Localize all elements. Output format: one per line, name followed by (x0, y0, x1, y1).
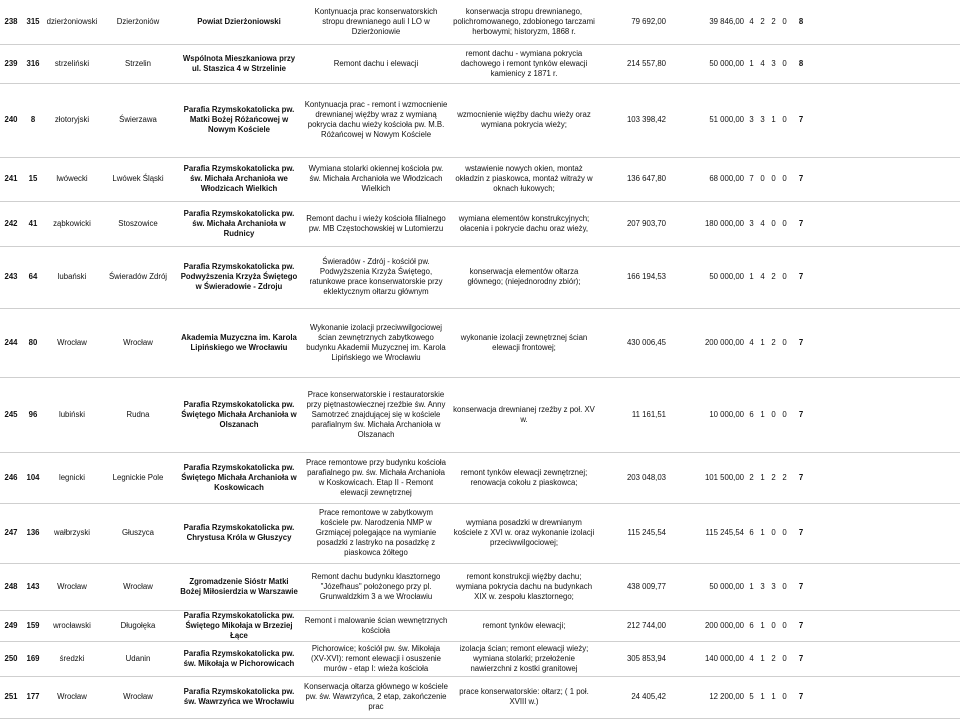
score-4: 0 (779, 246, 790, 308)
score-4: 0 (779, 44, 790, 83)
score-3: 1 (768, 676, 779, 718)
application-number: 143 (22, 563, 44, 610)
application-number: 169 (22, 641, 44, 676)
score-total: 7 (790, 452, 812, 503)
application-number: 64 (22, 246, 44, 308)
score-3: 0 (768, 157, 779, 201)
application-number: 15 (22, 157, 44, 201)
commune-name: Legnickie Pole (100, 452, 176, 503)
table-row (0, 676, 960, 718)
task-name: Wymiana stolarki okiennej kościoła pw. św. Michała Archanioła we Włodzicach Wielkich (302, 157, 450, 201)
row-number: 248 (0, 563, 22, 610)
score-1: 7 (746, 157, 757, 201)
beneficiary-name: Parafia Rzymskokatolicka pw. Chrystusa Króla w Głuszycy (176, 503, 302, 563)
grant-amount: 200 000,00 (668, 308, 746, 377)
grant-amount: 50 000,00 (668, 246, 746, 308)
total-cost: 207 903,70 (598, 201, 668, 246)
district-name: legnicki (44, 452, 100, 503)
row-spacer (812, 201, 960, 246)
district-name: Wrocław (44, 676, 100, 718)
beneficiary-name: Parafia Rzymskokatolicka pw. św. Wawrzyńca we Wrocławiu (176, 676, 302, 718)
score-3: 2 (768, 452, 779, 503)
score-1: 6 (746, 503, 757, 563)
table-row (0, 452, 960, 503)
table-row (0, 641, 960, 676)
table-row (0, 563, 960, 610)
total-cost: 430 006,45 (598, 308, 668, 377)
row-spacer (812, 452, 960, 503)
score-4: 0 (779, 83, 790, 157)
total-cost: 214 557,80 (598, 44, 668, 83)
score-4: 0 (779, 676, 790, 718)
commune-name: Lwówek Śląski (100, 157, 176, 201)
row-number: 243 (0, 246, 22, 308)
beneficiary-name: Parafia Rzymskokatolicka pw. św. Mikołaja w Pichorowicach (176, 641, 302, 676)
score-4: 0 (779, 308, 790, 377)
commune-name: Strzelin (100, 44, 176, 83)
beneficiary-name: Wspólnota Mieszkaniowa przy ul. Staszica 4 w Strzelinie (176, 44, 302, 83)
district-name: strzeliński (44, 44, 100, 83)
work-scope: remont dachu - wymiana pokrycia dachowego i remont tynków elewacji kamienicy z 1871 r. (450, 44, 598, 83)
score-2: 3 (757, 83, 768, 157)
district-name: lwówecki (44, 157, 100, 201)
score-4: 0 (779, 0, 790, 44)
work-scope: remont tynków elewacji zewnętrznej; renowacja cokołu z piaskowca; (450, 452, 598, 503)
beneficiary-name: Parafia Rzymskokatolicka pw. św. Michała Archanioła we Włodzicach Wielkich (176, 157, 302, 201)
score-1: 1 (746, 563, 757, 610)
score-3: 2 (768, 246, 779, 308)
row-spacer (812, 377, 960, 452)
work-scope: wstawienie nowych okien, montaż okładzin z piaskowca, montaż witraży w oknach łukowych; (450, 157, 598, 201)
score-2: 1 (757, 641, 768, 676)
score-1: 1 (746, 246, 757, 308)
work-scope: konserwacja elementów ołtarza głównego; (niejednorodny zbiór); (450, 246, 598, 308)
grant-amount: 101 500,00 (668, 452, 746, 503)
score-total: 7 (790, 377, 812, 452)
score-4: 0 (779, 503, 790, 563)
commune-name: Świerzawa (100, 83, 176, 157)
work-scope: wzmocnienie więźby dachu wieży oraz wymiana pokrycia wieży; (450, 83, 598, 157)
application-number: 96 (22, 377, 44, 452)
score-2: 1 (757, 610, 768, 641)
task-name: Konserwacja ołtarza głównego w kościele pw. św. Wawrzyńca, 2 etap, zakończenie prac (302, 676, 450, 718)
table-row (0, 610, 960, 641)
district-name: średzki (44, 641, 100, 676)
score-3: 0 (768, 503, 779, 563)
score-total: 7 (790, 246, 812, 308)
score-4: 0 (779, 377, 790, 452)
score-1: 4 (746, 308, 757, 377)
table-row (0, 157, 960, 201)
score-4: 0 (779, 610, 790, 641)
district-name: dzierżoniowski (44, 0, 100, 44)
row-spacer (812, 610, 960, 641)
work-scope: prace konserwatorskie: ołtarz; ( 1 poł. XVIII w.) (450, 676, 598, 718)
grant-amount: 50 000,00 (668, 44, 746, 83)
row-spacer (812, 83, 960, 157)
commune-name: Wrocław (100, 563, 176, 610)
score-2: 1 (757, 676, 768, 718)
score-4: 0 (779, 563, 790, 610)
row-number: 245 (0, 377, 22, 452)
application-number: 41 (22, 201, 44, 246)
commune-name: Wrocław (100, 308, 176, 377)
grant-amount: 200 000,00 (668, 610, 746, 641)
score-1: 3 (746, 201, 757, 246)
row-spacer (812, 563, 960, 610)
district-name: lubiński (44, 377, 100, 452)
total-cost: 11 161,51 (598, 377, 668, 452)
grant-amount: 12 200,00 (668, 676, 746, 718)
score-total: 8 (790, 44, 812, 83)
commune-name: Rudna (100, 377, 176, 452)
grant-amount: 115 245,54 (668, 503, 746, 563)
score-1: 1 (746, 44, 757, 83)
beneficiary-name: Powiat Dzierżoniowski (176, 0, 302, 44)
commune-name: Świeradów Zdrój (100, 246, 176, 308)
work-scope: konserwacja stropu drewnianego, polichromowanego, zdobionego tarczami herbowymi; historyzm, 1868 r. (450, 0, 598, 44)
total-cost: 203 048,03 (598, 452, 668, 503)
application-number: 80 (22, 308, 44, 377)
work-scope: wykonanie izolacji zewnętrznej ścian elewacji frontowej; (450, 308, 598, 377)
beneficiary-name: Zgromadzenie Sióstr Matki Bożej Miłosierdzia w Warszawie (176, 563, 302, 610)
beneficiary-name: Parafia Rzymskokatolicka pw. Świętego Michała Archanioła w Olszanach (176, 377, 302, 452)
row-spacer (812, 0, 960, 44)
work-scope: remont konstrukcji więźby dachu; wymiana pokrycia dachu na budynkach XIX w. zespołu klasztornego; (450, 563, 598, 610)
task-name: Wykonanie izolacji przeciwwilgociowej ścian zewnętrznych zabytkowego budynku Akademii Muzycznej im. Karola Lipińskiego we Wrocławiu (302, 308, 450, 377)
score-total: 7 (790, 308, 812, 377)
score-total: 7 (790, 83, 812, 157)
commune-name: Udanin (100, 641, 176, 676)
score-2: 1 (757, 452, 768, 503)
commune-name: Dzierżoniów (100, 0, 176, 44)
grant-amount: 51 000,00 (668, 83, 746, 157)
score-2: 1 (757, 308, 768, 377)
grant-amount: 140 000,00 (668, 641, 746, 676)
score-1: 4 (746, 641, 757, 676)
score-total: 7 (790, 563, 812, 610)
total-cost: 212 744,00 (598, 610, 668, 641)
score-3: 0 (768, 610, 779, 641)
application-number: 104 (22, 452, 44, 503)
score-2: 2 (757, 0, 768, 44)
commune-name: Głuszyca (100, 503, 176, 563)
score-1: 5 (746, 676, 757, 718)
table-row (0, 503, 960, 563)
score-4: 0 (779, 201, 790, 246)
score-1: 2 (746, 452, 757, 503)
total-cost: 438 009,77 (598, 563, 668, 610)
row-number: 251 (0, 676, 22, 718)
work-scope: remont tynków elewacji; (450, 610, 598, 641)
table-row (0, 201, 960, 246)
row-number: 244 (0, 308, 22, 377)
total-cost: 166 194,53 (598, 246, 668, 308)
commune-name: Stoszowice (100, 201, 176, 246)
task-name: Prace konserwatorskie i restauratorskie przy piętnastowiecznej rzeźbie św. Anny Samotrzeć znajdującej się w kościele parafialnym św. Michała Archanioła w Olszanach (302, 377, 450, 452)
grant-amount: 68 000,00 (668, 157, 746, 201)
row-number: 250 (0, 641, 22, 676)
task-name: Remont dachu budynku klasztornego "Józefhaus" położonego przy pl. Grunwaldzkim 3 a we Wrocławiu (302, 563, 450, 610)
grant-amount: 39 846,00 (668, 0, 746, 44)
row-number: 239 (0, 44, 22, 83)
beneficiary-name: Akademia Muzyczna im. Karola Lipińskiego we Wrocławiu (176, 308, 302, 377)
table-row (0, 308, 960, 377)
district-name: wrocławski (44, 610, 100, 641)
score-total: 7 (790, 503, 812, 563)
score-2: 4 (757, 201, 768, 246)
score-2: 1 (757, 377, 768, 452)
score-2: 3 (757, 563, 768, 610)
row-spacer (812, 308, 960, 377)
task-name: Kontynuacja prac konserwatorskich stropu drewnianego auli I LO w Dzierżoniowie (302, 0, 450, 44)
score-total: 7 (790, 201, 812, 246)
score-total: 7 (790, 676, 812, 718)
score-1: 6 (746, 377, 757, 452)
table-row (0, 0, 960, 44)
row-number: 247 (0, 503, 22, 563)
score-3: 3 (768, 44, 779, 83)
score-3: 0 (768, 377, 779, 452)
score-1: 4 (746, 0, 757, 44)
beneficiary-name: Parafia Rzymskokatolicka pw. św. Michała Archanioła w Rudnicy (176, 201, 302, 246)
grant-amount: 10 000,00 (668, 377, 746, 452)
score-1: 3 (746, 83, 757, 157)
application-number: 177 (22, 676, 44, 718)
score-3: 2 (768, 641, 779, 676)
score-2: 0 (757, 157, 768, 201)
table-row (0, 44, 960, 83)
work-scope: wymiana posadzki w drewnianym kościele z XVI w. oraz wykonanie izolacji przeciwwilgociowej; (450, 503, 598, 563)
score-2: 1 (757, 503, 768, 563)
task-name: Prace remontowe w zabytkowym kościele pw. Narodzenia NMP w Grzmiącej polegające na wymianie posadzki z lastryko na posadzkę z piaskowca żółtego (302, 503, 450, 563)
task-name: Kontynuacja prac - remont i wzmocnienie drewnianej więźby wraz z wymianą pokrycia dachu wieży kościoła pw. M.B. Różańcowej w Nowym Kościele (302, 83, 450, 157)
row-spacer (812, 503, 960, 563)
score-total: 8 (790, 0, 812, 44)
total-cost: 136 647,80 (598, 157, 668, 201)
score-4: 0 (779, 641, 790, 676)
commune-name: Wrocław (100, 676, 176, 718)
grant-amount: 180 000,00 (668, 201, 746, 246)
total-cost: 24 405,42 (598, 676, 668, 718)
work-scope: wymiana elementów konstrukcyjnych; ołacenia i pokrycie dachu oraz wieży, (450, 201, 598, 246)
row-spacer (812, 157, 960, 201)
row-number: 246 (0, 452, 22, 503)
score-total: 7 (790, 610, 812, 641)
district-name: Wrocław (44, 563, 100, 610)
row-spacer (812, 676, 960, 718)
row-number: 240 (0, 83, 22, 157)
score-3: 1 (768, 83, 779, 157)
total-cost: 115 245,54 (598, 503, 668, 563)
application-number: 316 (22, 44, 44, 83)
total-cost: 103 398,42 (598, 83, 668, 157)
application-number: 159 (22, 610, 44, 641)
row-number: 238 (0, 0, 22, 44)
row-spacer (812, 246, 960, 308)
district-name: wałbrzyski (44, 503, 100, 563)
row-number: 241 (0, 157, 22, 201)
task-name: Remont dachu i elewacji (302, 44, 450, 83)
score-3: 3 (768, 563, 779, 610)
work-scope: izolacja ścian; remont elewacji wieży; wymiana stolarki; przełożenie nawierzchni z kostki granitowej (450, 641, 598, 676)
application-number: 315 (22, 0, 44, 44)
total-cost: 305 853,94 (598, 641, 668, 676)
score-3: 0 (768, 201, 779, 246)
task-name: Pichorowice; kościół pw. św. Mikołaja (XV-XVI): remont elewacji i osuszenie murów - etap I: wieża kościoła (302, 641, 450, 676)
work-scope: konserwacja drewnianej rzeźby z poł. XV w. (450, 377, 598, 452)
commune-name: Długołęka (100, 610, 176, 641)
district-name: złotoryjski (44, 83, 100, 157)
grant-amount: 50 000,00 (668, 563, 746, 610)
district-name: ząbkowicki (44, 201, 100, 246)
row-spacer (812, 641, 960, 676)
task-name: Remont i malowanie ścian wewnętrznych kościoła (302, 610, 450, 641)
beneficiary-name: Parafia Rzymskokatolicka pw. Matki Bożej Różańcowej w Nowym Kościele (176, 83, 302, 157)
beneficiary-name: Parafia Rzymskokatolicka pw. Podwyższenia Krzyża Świętego w Świeradowie - Zdroju (176, 246, 302, 308)
district-name: Wrocław (44, 308, 100, 377)
table-row (0, 246, 960, 308)
score-total: 7 (790, 641, 812, 676)
score-1: 6 (746, 610, 757, 641)
row-spacer (812, 44, 960, 83)
district-name: lubański (44, 246, 100, 308)
beneficiary-name: Parafia Rzymskokatolicka pw. Świętego Mikołaja w Brzeziej Łące (176, 610, 302, 641)
task-name: Świeradów - Zdrój - kościół pw. Podwyższenia Krzyża Świętego, ratunkowe prace konserwatorskie przy eklektycznym ołtarzu głównym (302, 246, 450, 308)
row-number: 249 (0, 610, 22, 641)
score-4: 0 (779, 157, 790, 201)
table-row (0, 377, 960, 452)
task-name: Prace remontowe przy budynku kościoła parafialnego pw. św. Michała Archanioła w Koskowicach. Etap II - Remont elewacji zewnętrznej (302, 452, 450, 503)
score-4: 2 (779, 452, 790, 503)
score-2: 4 (757, 44, 768, 83)
score-3: 2 (768, 308, 779, 377)
beneficiary-name: Parafia Rzymskokatolicka pw. Świętego Michała Archanioła w Koskowicach (176, 452, 302, 503)
row-number: 242 (0, 201, 22, 246)
application-number: 136 (22, 503, 44, 563)
task-name: Remont dachu i wieży kościoła filialnego pw. MB Częstochowskiej w Lutomierzu (302, 201, 450, 246)
score-total: 7 (790, 157, 812, 201)
table-row (0, 83, 960, 157)
application-number: 8 (22, 83, 44, 157)
total-cost: 79 692,00 (598, 0, 668, 44)
score-2: 4 (757, 246, 768, 308)
score-3: 2 (768, 0, 779, 44)
